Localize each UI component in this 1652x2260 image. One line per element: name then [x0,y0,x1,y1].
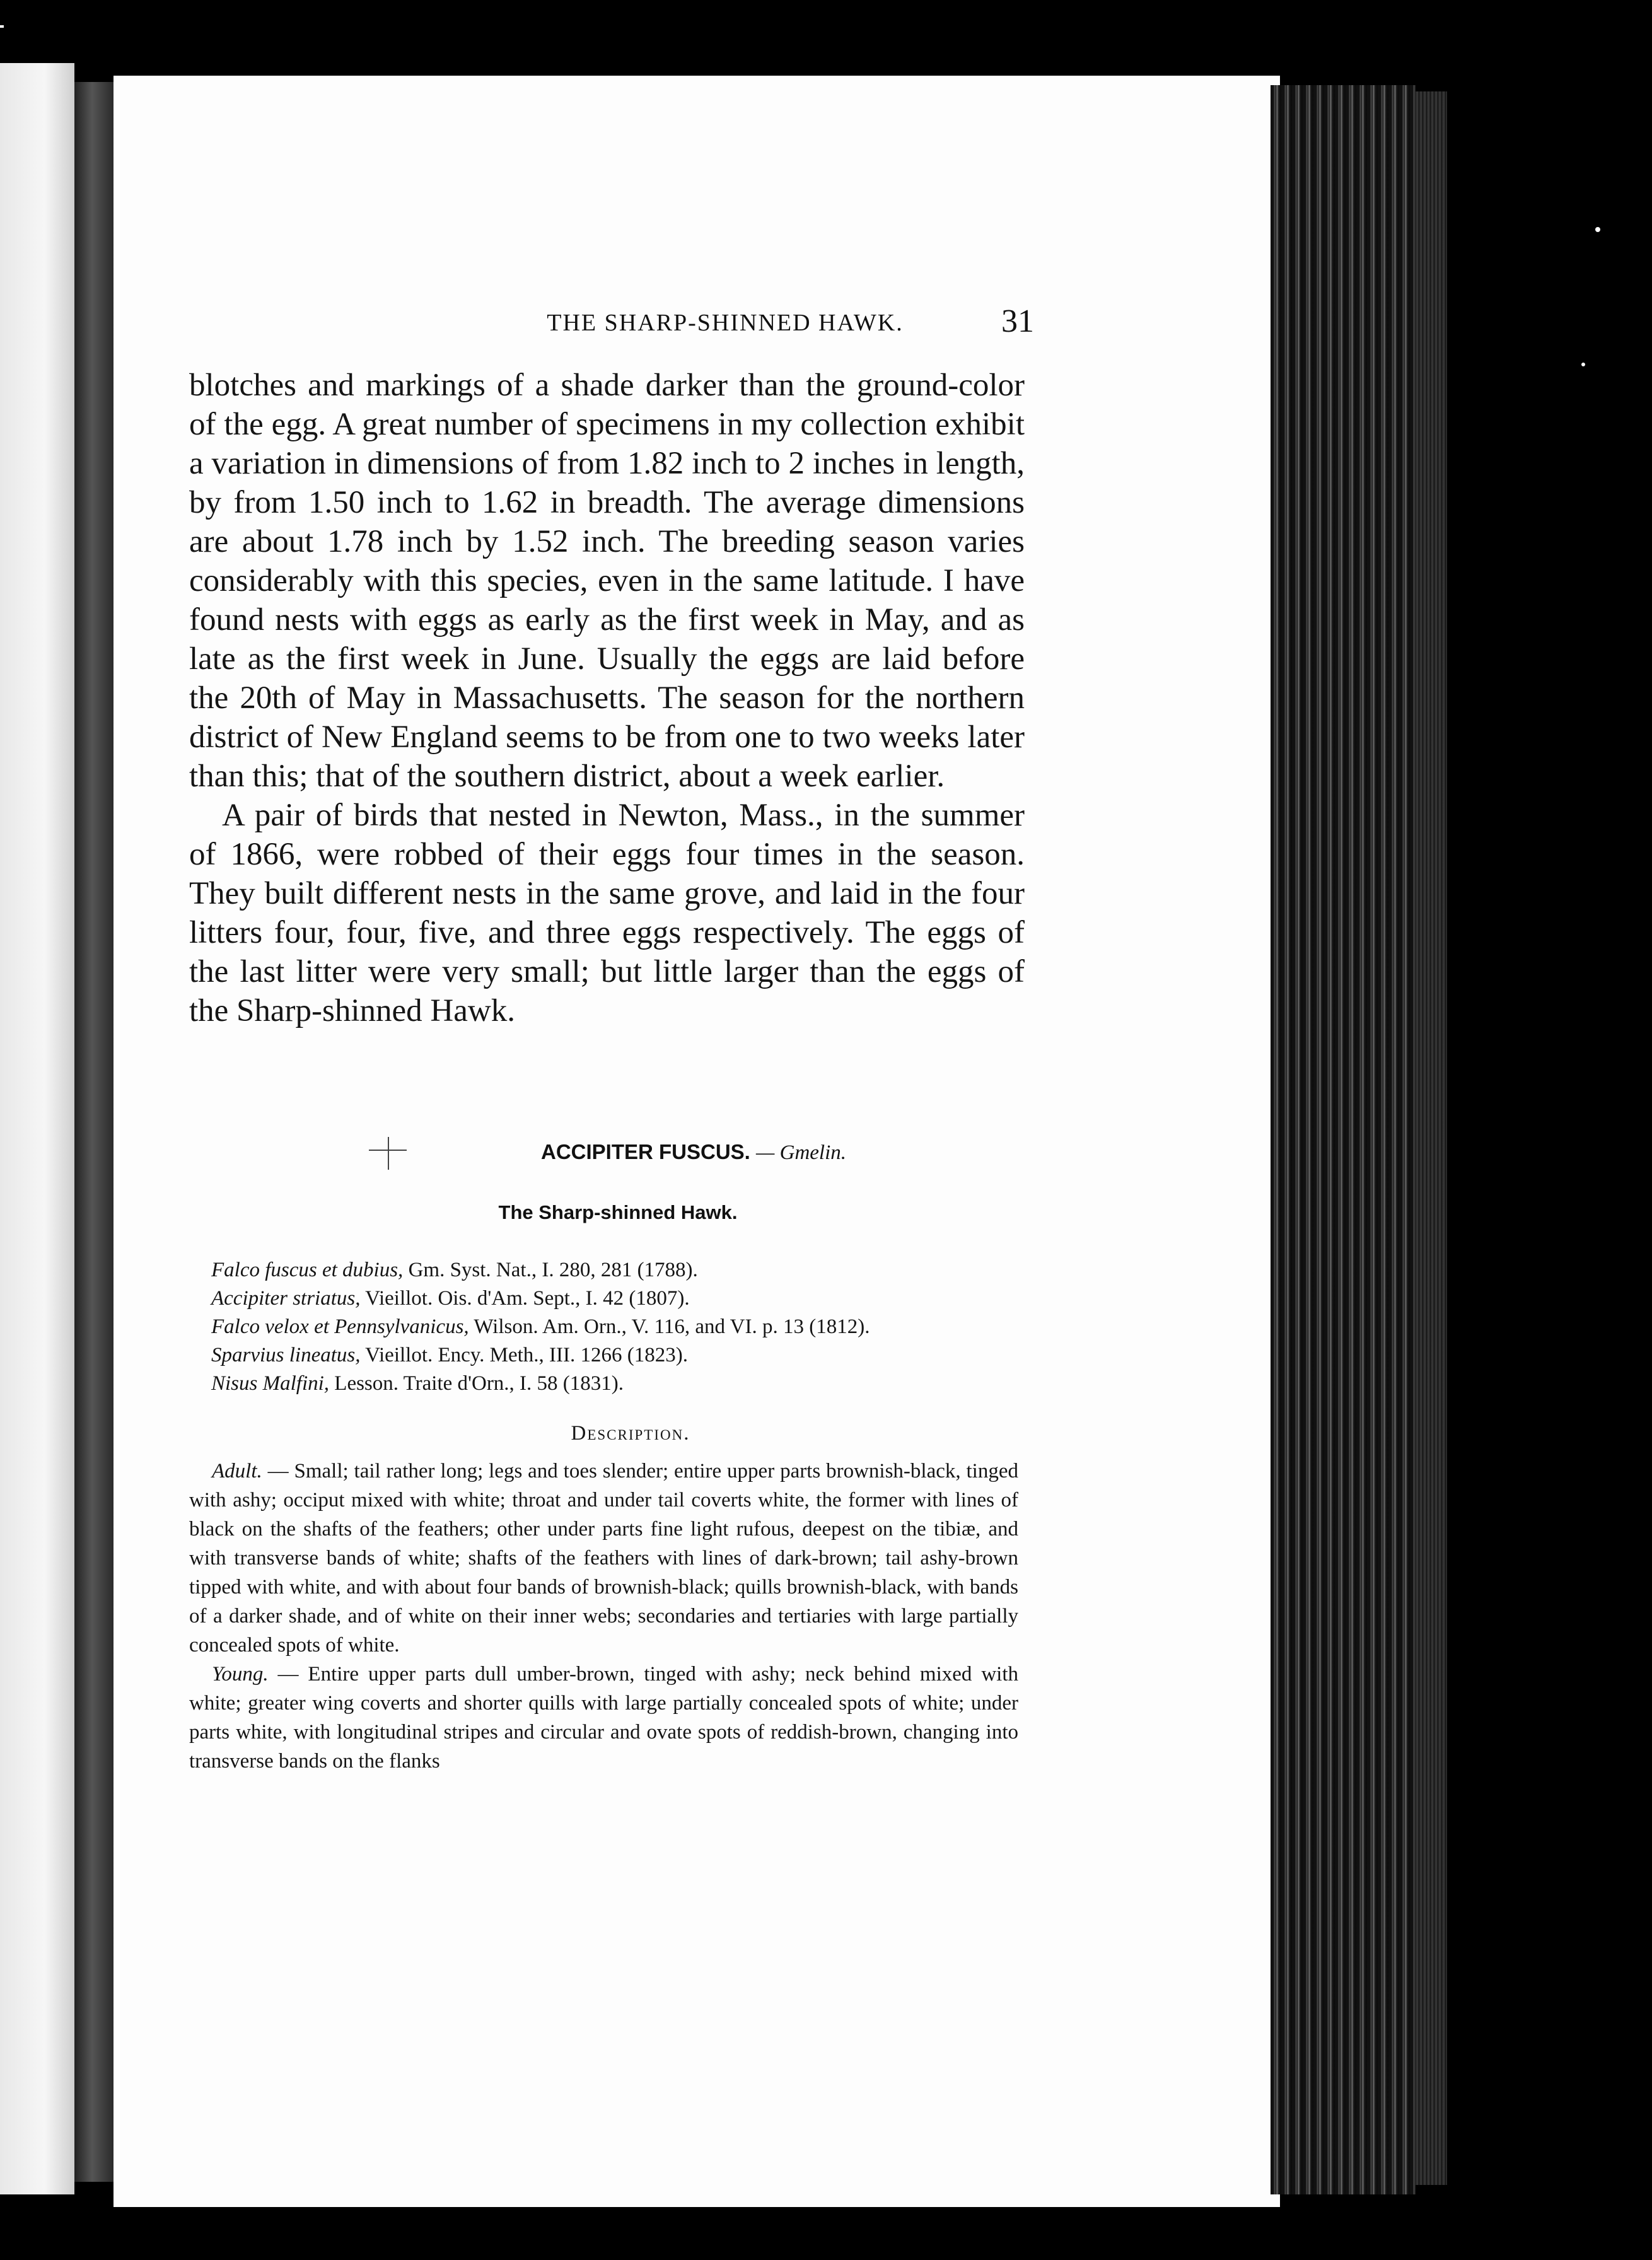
description-heading: Description. [571,1422,690,1445]
adult-label: Adult. [212,1460,262,1482]
species-authority: — Gmelin. [756,1141,847,1164]
synonym-entry: Accipiter striatus, Vieillot. Ois. d'Am. Sept., I. 42 (1807). [211,1287,690,1310]
young-description: Young. — Entire upper parts dull umber-brown, tinged with ashy; neck behind mixed with white; greater wing coverts and shorter quills with large partially concealed spots of white; under parts white, with longitudinal stripes and circular and ovate spots of reddish-brown, changing into transverse bands on the flanks [189,1663,1018,1773]
synonym-entry: Nisus Malfini, Lesson. Traite d'Orn., I. 58 (1831). [211,1372,624,1395]
young-label: Young. [212,1663,269,1686]
paragraph-eggs: blotches and markings of a shade darker than the ground-color of the egg. A great number of specimens in my collection exhibit a variation in dimensions of from 1.82 inch to 2 inches in length, by from 1.50 inch to 1.62 in breadth. The average dimensions are about 1.78 inch by 1.52 inch. The breeding season varies considerably with this species, even in the same latitude. I have found nests with eggs as early as the first week in May, and as late as the first week in June. Usually the eggs are laid before the 20th of May in Massachusetts. The season for the northern district of New England seems to be from one to two weeks later than this; that of the southern district, about a week earlier. [189,368,1025,794]
page-number: 31 [1001,303,1034,339]
description-text [189,1457,1018,1776]
main-text [189,366,1025,1030]
scan-speck [0,25,4,28]
species-name: ACCIPITER FUSCUS. [540,1140,750,1163]
synonym-entry: Sparvius lineatus, Vieillot. Ency. Meth., III. 1266 (1823). [211,1344,689,1366]
facing-page-edge [0,63,74,2194]
synonym-entry: Falco fuscus et dubius, Gm. Syst. Nat., I. 280, 281 (1788). [211,1259,698,1281]
scan-speck [1595,227,1600,232]
paragraph-newton: A pair of birds that nested in Newton, Mass., in the summer of 1866, were robbed of their eggs four times in the season. They built different nests in the same grove, and laid in the four litters four, four, five, and three eggs respectively. The eggs of the last litter were very small; but little larger than the eggs of the Sharp-shinned Hawk. [189,798,1025,1028]
page-block-edges [1271,85,1416,2194]
species-heading [378,1140,1009,1165]
scan-speck [1581,363,1585,366]
adult-description: Adult. — Small; tail rather long; legs and toes slender; entire upper parts brownish-black, tinged with ashy; occiput mixed with white; throat and under tail coverts white, the former with lines of black on the shafts of the feathers; other under parts fine light rufous, deepest on the tibiæ, and with transverse bands of white; shafts of the feathers with lines of dark-brown; tail ashy-brown tipped with white, and with about four bands of brownish-black; quills brownish-black, with bands of a darker shade, and of white on their inner webs; secondaries and tertiaries with large partially concealed spots of white. [189,1460,1018,1657]
synonymy-list [211,1256,1031,1398]
running-head: THE SHARP-SHINNED HAWK. [547,310,904,336]
common-name: The Sharp-shinned Hawk. [498,1201,738,1223]
page-block-outer-edge [1416,91,1447,2185]
binding-gutter [74,82,113,2182]
synonym-entry: Falco velox et Pennsylvanicus, Wilson. Am. Orn., V. 116, and VI. p. 13 (1812). [211,1315,870,1338]
